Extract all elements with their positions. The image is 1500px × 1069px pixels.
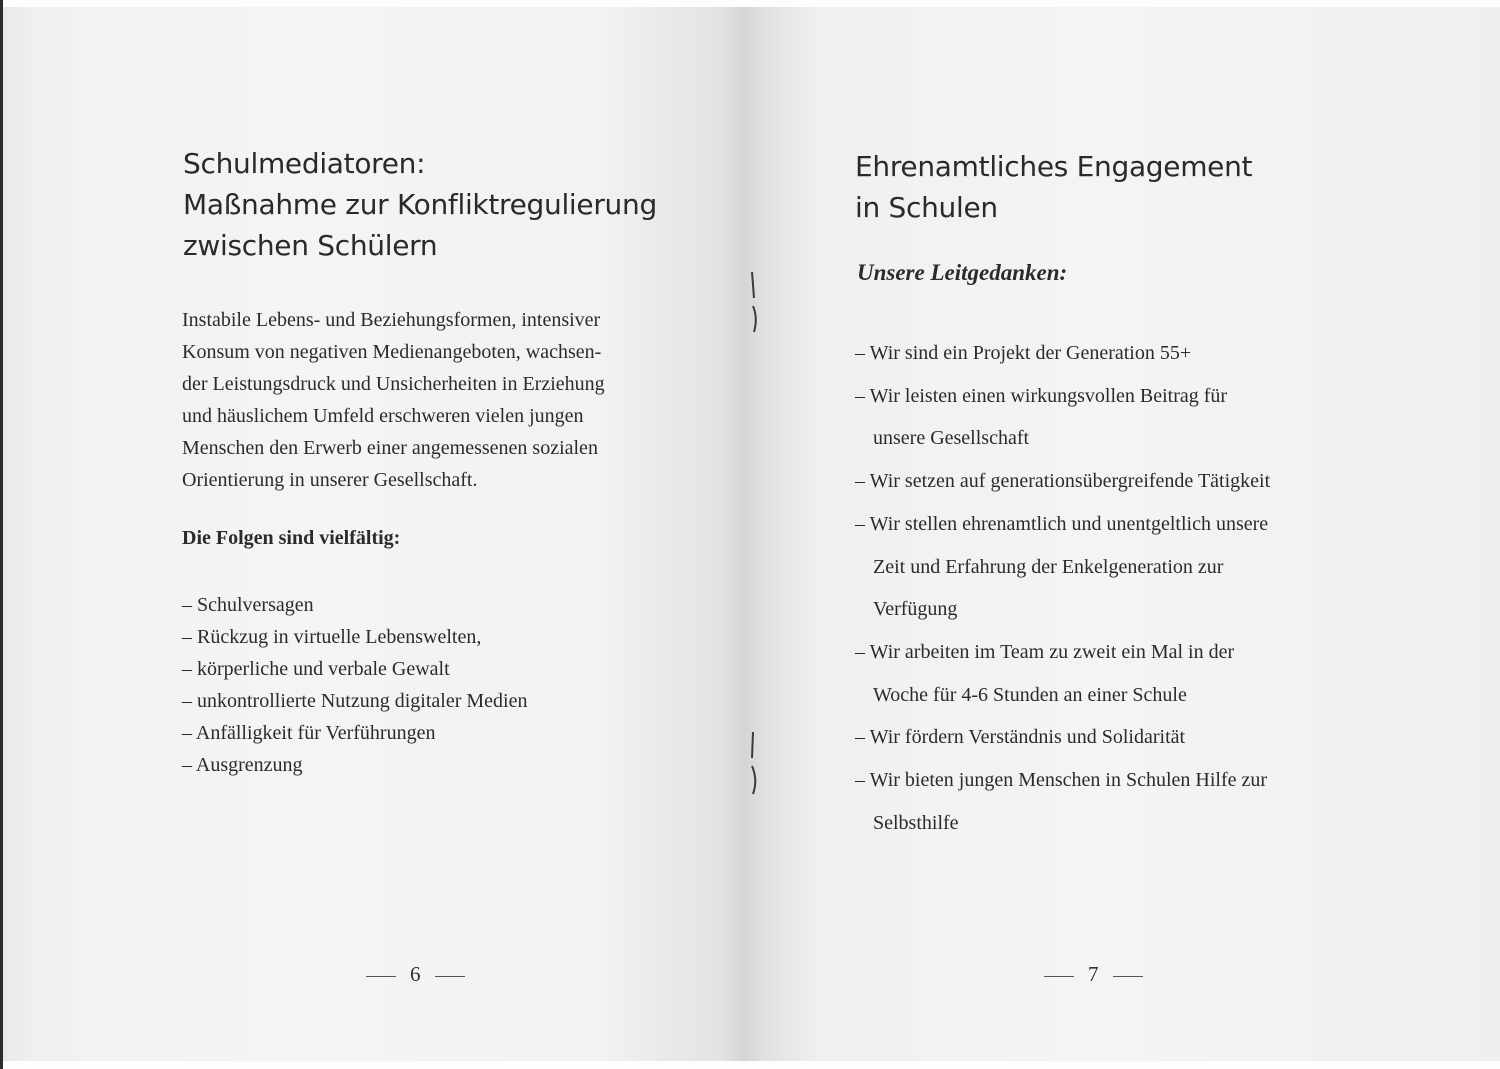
list-item — [855, 460, 1270, 503]
left-page-heading — [183, 143, 657, 266]
list-item-line: – Wir bieten jungen Menschen in Schulen Hilfe zur — [855, 769, 1268, 792]
left-page — [0, 0, 748, 1069]
paragraph-line: Orientierung in unserer Gesellschaft. — [182, 469, 478, 491]
list-item — [855, 759, 1270, 844]
dash-decoration — [1113, 976, 1143, 977]
list-item-line: – Wir setzen auf generationsübergreifende Tätigkeit — [855, 470, 1271, 493]
list-item-line: – Wir sind ein Projekt der Generation 55+ — [855, 342, 1192, 364]
list-item: – Schulversagen — [182, 594, 314, 616]
list-item: – Anfälligkeit für Verführungen — [182, 722, 436, 744]
list-item — [855, 716, 1270, 759]
principles-list — [855, 332, 1270, 844]
heading-line: zwischen Schülern — [183, 229, 438, 262]
list-item — [855, 631, 1270, 716]
page-number-value: 6 — [410, 962, 421, 986]
consequences-subheading: Die Folgen sind vielfältig: — [182, 527, 401, 549]
paragraph-line: Menschen den Erwerb einer angemessenen sozialen — [182, 437, 598, 459]
list-item: – körperliche und verbale Gewalt — [182, 658, 450, 680]
list-item-line: unsere Gesellschaft — [873, 427, 1030, 450]
principles-subheading: Unsere Leitgedanken: — [857, 260, 1068, 285]
list-item-line: – Wir fördern Verständnis und Solidarität — [855, 726, 1186, 749]
heading-line: Schulmediatoren: — [183, 147, 426, 180]
page-number-left — [352, 962, 479, 987]
paragraph-line: Konsum von negativen Medienangeboten, wachsen- — [182, 341, 602, 363]
heading-line: in Schulen — [855, 191, 998, 224]
list-item-line: Verfügung — [873, 598, 958, 621]
paragraph-line: Instabile Lebens- und Beziehungsformen, intensiver — [182, 309, 601, 331]
right-page-heading — [855, 146, 1252, 228]
dash-decoration — [366, 976, 396, 977]
list-item — [855, 332, 1270, 375]
list-item-line: Woche für 4-6 Stunden an einer Schule — [873, 683, 1187, 706]
page-number-right — [1030, 962, 1157, 987]
list-item — [855, 375, 1270, 460]
list-item — [855, 503, 1270, 631]
list-item: – unkontrollierte Nutzung digitaler Medien — [182, 690, 528, 712]
paragraph-line: und häuslichem Umfeld erschweren vielen jungen — [182, 405, 584, 427]
list-item-line: – Wir stellen ehrenamtlich und unentgeltlich unsere — [855, 512, 1269, 535]
page-number-value: 7 — [1088, 962, 1099, 986]
list-item-line: – Wir leisten einen wirkungsvollen Beitrag für — [855, 384, 1228, 407]
heading-line: Ehrenamtliches Engagement — [855, 150, 1253, 183]
heading-line: Maßnahme zur Konfliktregulierung — [183, 188, 657, 221]
list-item: – Ausgrenzung — [182, 754, 303, 776]
consequences-list — [182, 589, 527, 781]
list-item-line: Selbsthilfe — [873, 811, 959, 834]
intro-paragraph — [182, 304, 682, 496]
list-item-line: Zeit und Erfahrung der Enkelgeneration zur — [873, 555, 1224, 578]
dash-decoration — [435, 976, 465, 977]
list-item-line: – Wir arbeiten im Team zu zweit ein Mal in der — [855, 640, 1235, 663]
dash-decoration — [1044, 976, 1074, 977]
list-item: – Rückzug in virtuelle Lebenswelten, — [182, 626, 482, 648]
paragraph-line: der Leistungsdruck und Unsicherheiten in Erziehung — [182, 373, 605, 395]
